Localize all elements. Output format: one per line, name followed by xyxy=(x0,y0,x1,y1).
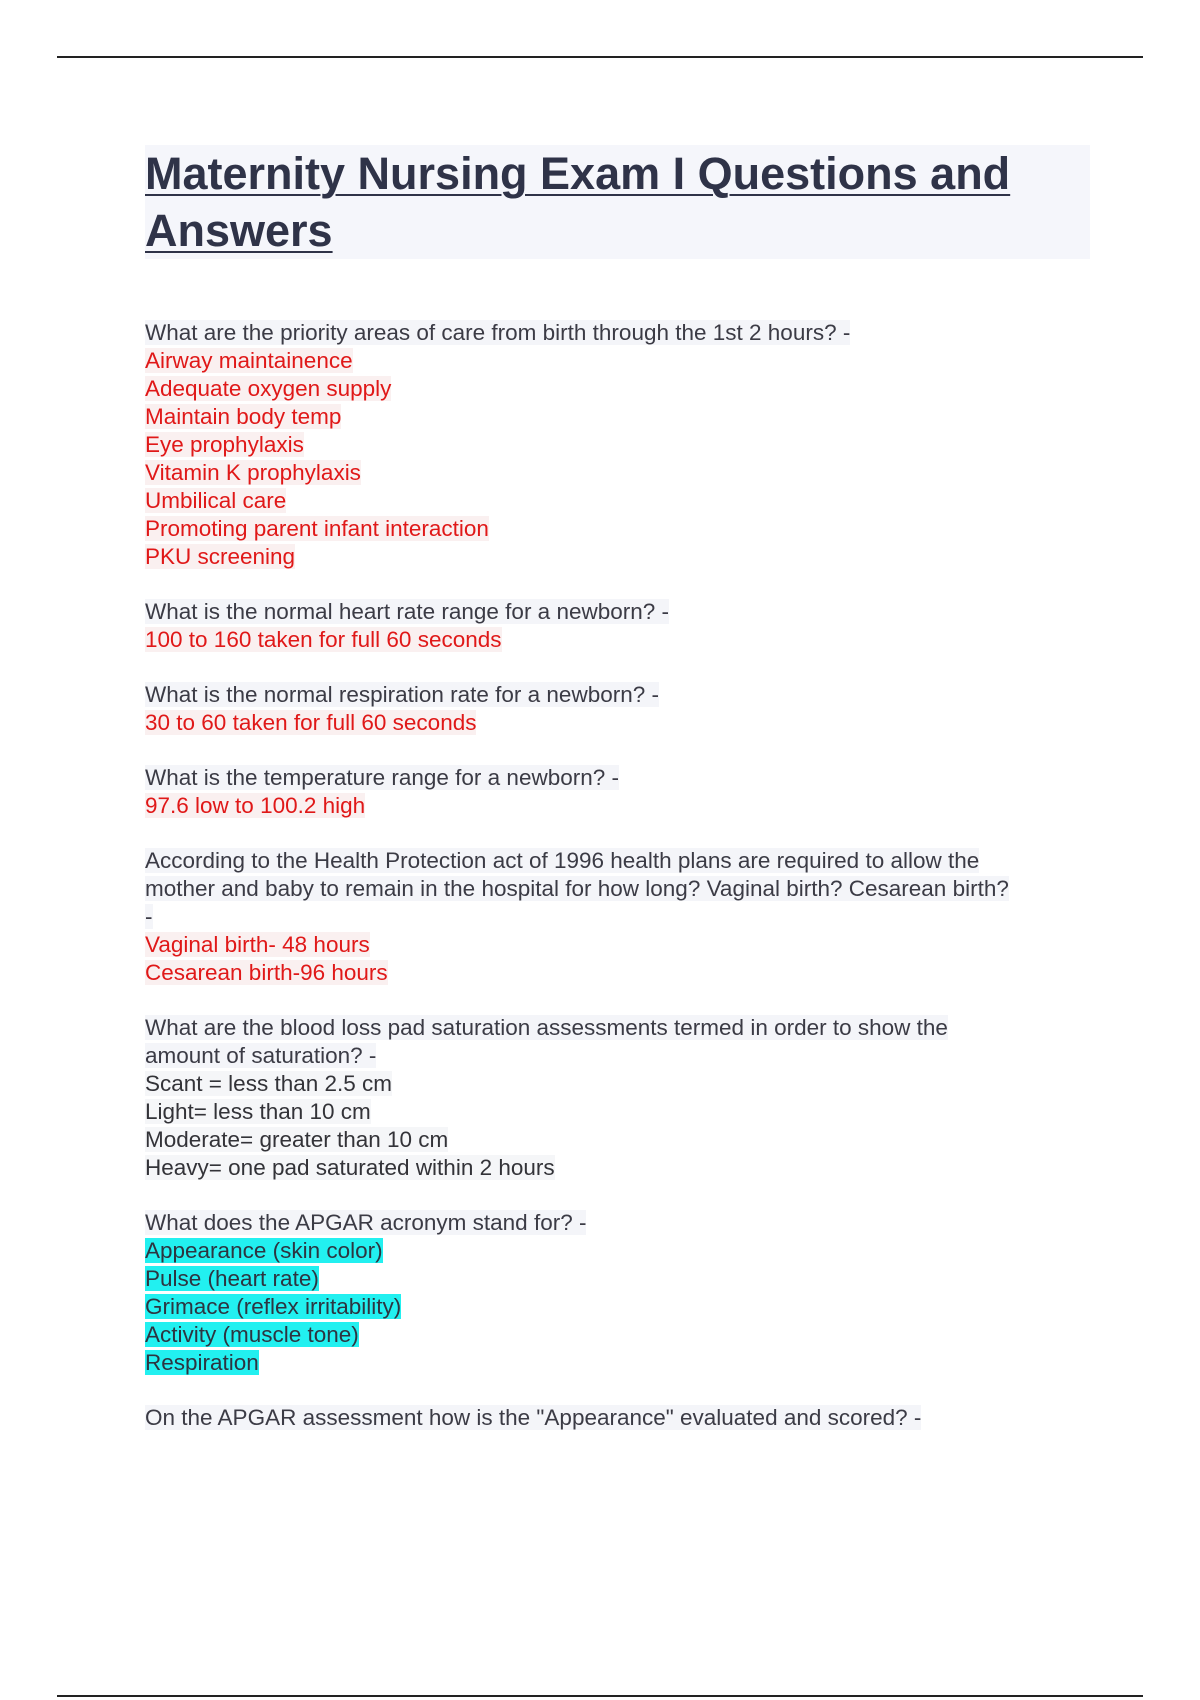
question-text: What is the normal respiration rate for a newborn? - xyxy=(145,682,659,707)
answer-line: Moderate= greater than 10 cm xyxy=(145,1127,449,1152)
question-text: What is the temperature range for a newborn? - xyxy=(145,765,619,790)
answer-line: Scant = less than 2.5 cm xyxy=(145,1071,393,1096)
answer-line: Maintain body temp xyxy=(145,404,342,429)
answer-line: Airway maintainence xyxy=(145,348,353,373)
footer-rule xyxy=(57,1695,1143,1697)
question-text: - xyxy=(145,904,153,929)
answer-line: Light= less than 10 cm xyxy=(145,1099,371,1124)
document-title: Maternity Nursing Exam I Questions and Answers xyxy=(145,145,1090,259)
question-text: On the APGAR assessment how is the "Appearance" evaluated and scored? - xyxy=(145,1405,922,1430)
question-text: What are the priority areas of care from birth through the 1st 2 hours? - xyxy=(145,320,851,345)
question-text: What are the blood loss pad saturation assessments termed in order to show the xyxy=(145,1015,948,1040)
qa-item xyxy=(145,1209,1090,1377)
answer-line: Pulse (heart rate) xyxy=(145,1266,319,1291)
answer-list xyxy=(145,931,1090,987)
answer-list xyxy=(145,709,1090,737)
answer-line: Adequate oxygen supply xyxy=(145,376,392,401)
question-text: mother and baby to remain in the hospital for how long? Vaginal birth? Cesarean birth? xyxy=(145,876,1009,901)
header-rule xyxy=(57,56,1143,58)
answer-list xyxy=(145,792,1090,820)
answer-list xyxy=(145,626,1090,654)
answer-line: 97.6 low to 100.2 high xyxy=(145,793,366,818)
answer-line: Activity (muscle tone) xyxy=(145,1322,359,1347)
qa-item xyxy=(145,1404,1090,1432)
answer-line: Umbilical care xyxy=(145,488,287,513)
question-text: According to the Health Protection act of 1996 health plans are required to allow the xyxy=(145,848,980,873)
answer-line: Appearance (skin color) xyxy=(145,1238,383,1263)
question-text: amount of saturation? - xyxy=(145,1043,377,1068)
qa-item xyxy=(145,847,1090,987)
answer-line: Grimace (reflex irritability) xyxy=(145,1294,402,1319)
answer-line: Eye prophylaxis xyxy=(145,432,304,457)
answer-line: Promoting parent infant interaction xyxy=(145,516,489,541)
answer-line: Respiration xyxy=(145,1350,259,1375)
answer-line: 30 to 60 taken for full 60 seconds xyxy=(145,710,477,735)
document-body xyxy=(145,145,1090,1459)
question-text: What does the APGAR acronym stand for? - xyxy=(145,1210,587,1235)
qa-item xyxy=(145,319,1090,571)
answer-line: Vitamin K prophylaxis xyxy=(145,460,361,485)
answer-line: Vaginal birth- 48 hours xyxy=(145,932,370,957)
answer-list xyxy=(145,1070,1090,1182)
answer-line: 100 to 160 taken for full 60 seconds xyxy=(145,627,502,652)
answer-line: Heavy= one pad saturated within 2 hours xyxy=(145,1155,555,1180)
answer-line: Cesarean birth-96 hours xyxy=(145,960,388,985)
answer-list xyxy=(145,1237,1090,1377)
qa-item xyxy=(145,764,1090,820)
question-text: What is the normal heart rate range for a newborn? - xyxy=(145,599,670,624)
qa-item xyxy=(145,681,1090,737)
qa-item xyxy=(145,598,1090,654)
qa-item xyxy=(145,1014,1090,1182)
answer-list xyxy=(145,347,1090,571)
answer-line: PKU screening xyxy=(145,544,296,569)
